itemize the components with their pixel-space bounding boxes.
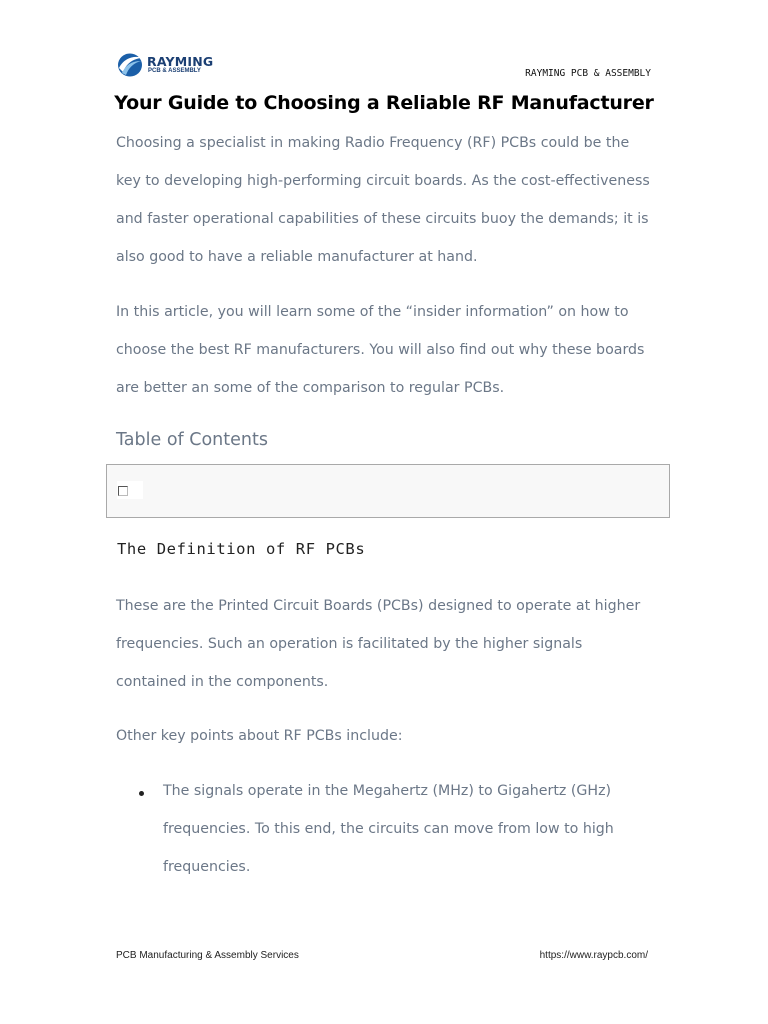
bullet-marker (139, 791, 144, 796)
rayming-swoosh-icon (116, 52, 144, 78)
article-line: are better an some of the comparison to regular PCBs. (116, 380, 505, 396)
definition-line: frequencies. Such an operation is facilitated by the higher signals (116, 636, 583, 652)
article-line: choose the best RF manufacturers. You will also find out why these boards (116, 342, 645, 358)
intro-line: and faster operational capabilities of these circuits buoy the demands; it is (116, 211, 649, 227)
logo-name: RAYMING (147, 54, 214, 69)
toc-heading: Table of Contents (116, 430, 268, 450)
article-line: In this article, you will learn some of the “insider information” on how to (116, 304, 629, 320)
key-points-intro (116, 717, 661, 755)
bullet-item (163, 772, 663, 886)
intro-paragraph (116, 124, 661, 276)
toc-toggle-icon (118, 486, 128, 496)
definition-line: These are the Printed Circuit Boards (PCBs) designed to operate at higher (116, 598, 641, 614)
intro-line: also good to have a reliable manufacturer at hand. (116, 249, 478, 265)
section-heading: The Definition of RF PCBs (117, 540, 366, 558)
intro-line: key to developing high-performing circuit boards. As the cost-effectiveness (116, 173, 650, 189)
document-title: Your Guide to Choosing a Reliable RF Manufacturer (114, 92, 654, 114)
definition-line: contained in the components. (116, 674, 329, 690)
footer-services: PCB Manufacturing & Assembly Services (116, 950, 299, 961)
logo-subtitle: PCB & ASSEMBLY (148, 68, 201, 74)
footer-url[interactable]: https://www.raypcb.com/ (539, 950, 648, 961)
toc-container (106, 464, 670, 518)
article-paragraph (116, 293, 661, 407)
bullet-line: The signals operate in the Megahertz (MHz) to Gigahertz (GHz) (163, 783, 612, 799)
company-logo (114, 50, 224, 80)
intro-line: Choosing a specialist in making Radio Frequency (RF) PCBs could be the (116, 135, 630, 151)
header-company-name: RAYMING PCB & ASSEMBLY (525, 68, 651, 79)
definition-paragraph (116, 587, 661, 701)
key-points-line: Other key points about RF PCBs include: (116, 728, 403, 744)
bullet-line: frequencies. (163, 859, 251, 875)
bullet-line: frequencies. To this end, the circuits can move from low to high (163, 821, 614, 837)
toc-toggle-button[interactable] (117, 481, 143, 499)
